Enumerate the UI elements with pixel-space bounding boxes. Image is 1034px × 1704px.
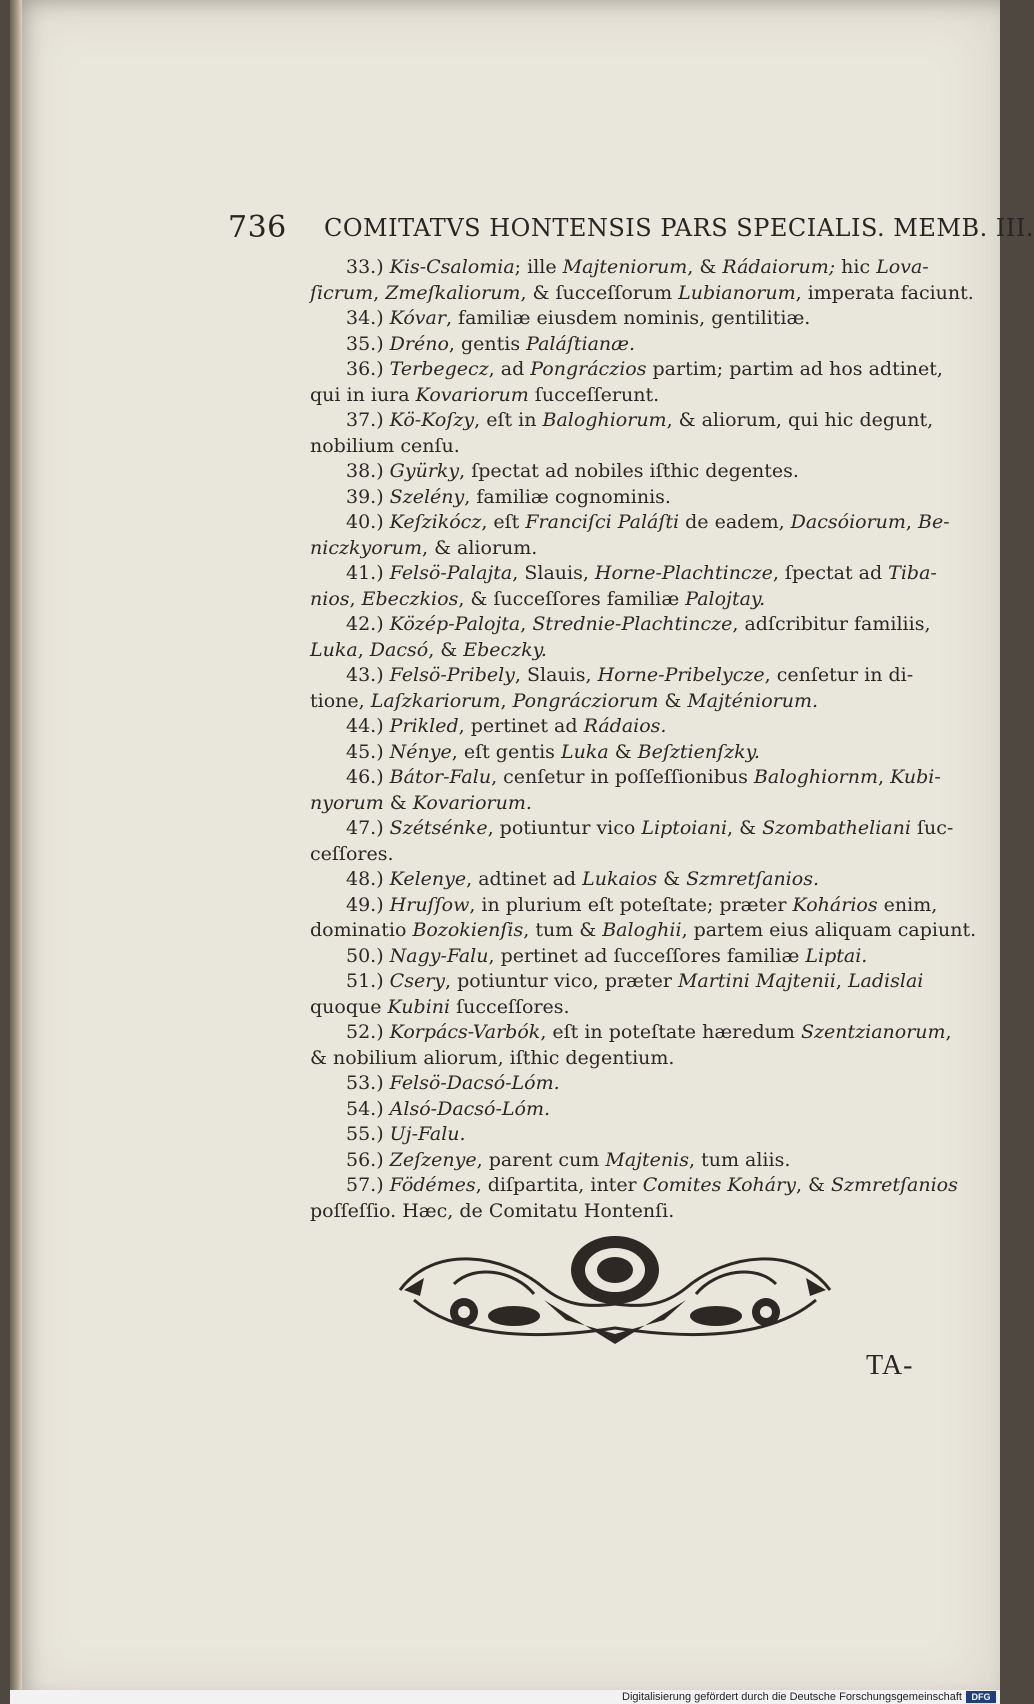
italic-text: Palojtay. xyxy=(685,587,766,610)
text-span: , & xyxy=(687,256,723,278)
text-span: , eſt in poteſtate hæredum xyxy=(540,1021,801,1043)
text-span: , pertinet ad xyxy=(458,715,584,737)
text-line xyxy=(310,689,920,715)
text-line xyxy=(310,434,920,460)
page-header xyxy=(228,210,1034,246)
page-binding-edge xyxy=(10,0,22,1704)
italic-text: Comites Koháry xyxy=(642,1174,796,1196)
text-span: dominatio xyxy=(310,919,413,941)
text-span: , ſpectat ad nobiles iſthic degentes. xyxy=(459,460,799,482)
text-span: , familiæ cognominis. xyxy=(464,485,671,508)
text-span: , gentis xyxy=(448,332,527,355)
italic-text: Kubini xyxy=(387,995,451,1018)
italic-text: Prikled xyxy=(389,715,459,737)
text-span: , Slauis, xyxy=(514,664,598,686)
text-span: 51.) xyxy=(346,970,390,992)
text-span: 43.) xyxy=(346,664,390,686)
italic-text: Felsö-Palajta xyxy=(389,562,513,584)
text-span: 46.) xyxy=(346,766,390,788)
text-line xyxy=(310,1097,920,1123)
text-span: 52.) xyxy=(346,1021,390,1043)
text-line xyxy=(310,1046,920,1072)
text-line xyxy=(310,893,938,919)
italic-text: Liptai. xyxy=(805,944,868,967)
text-span: 40.) xyxy=(346,511,390,533)
running-title: COMITATVS HONTENSIS PARS SPECIALIS. MEMB. III. xyxy=(324,214,1034,242)
text-line xyxy=(310,612,931,638)
text-span: 39.) xyxy=(346,485,390,508)
text-line xyxy=(310,561,937,587)
italic-text: Franciſci Paláſti xyxy=(525,511,680,533)
italic-text: Lubianorum xyxy=(678,281,796,304)
text-span: , diſpartita, inter xyxy=(475,1174,643,1196)
italic-text: Tiba- xyxy=(888,562,937,584)
text-span: , xyxy=(520,613,533,635)
text-span: , partem eius aliquam capiunt. xyxy=(681,919,977,941)
text-span: 35.) xyxy=(346,332,390,355)
text-span: , tum & xyxy=(523,919,603,941)
italic-text: Lukaios xyxy=(582,868,658,890)
italic-text: Zmeſkaliorum xyxy=(385,281,521,304)
text-span: , pertinet ad ſucceſſores familiæ xyxy=(488,944,806,967)
text-span: , adſcribitur familiis, xyxy=(732,613,931,635)
digitization-footer xyxy=(10,1690,1000,1704)
text-span: 34.) xyxy=(346,307,390,329)
text-span: 54.) xyxy=(346,1097,390,1120)
italic-text: Keſzikócz xyxy=(389,511,482,533)
italic-text: Horne-Plachtincze xyxy=(594,562,773,584)
catchword: TA- xyxy=(866,1350,914,1381)
italic-text: Födémes xyxy=(389,1174,476,1196)
italic-text: Szmretſanios xyxy=(830,1174,958,1196)
text-span: , tum aliis. xyxy=(689,1148,791,1171)
text-span: , ſpectat ad xyxy=(772,562,889,584)
italic-text: Korpács-Varbók xyxy=(389,1021,541,1043)
italic-text: Zeſzenye xyxy=(389,1148,477,1171)
italic-text: Laſzkariorum xyxy=(370,689,501,712)
text-span: , eſt in xyxy=(474,409,543,431)
text-span: , xyxy=(500,689,513,712)
italic-text: Csery xyxy=(389,970,446,992)
italic-text: Nénye xyxy=(389,740,452,763)
text-span: & xyxy=(608,740,638,763)
text-line xyxy=(310,918,977,944)
italic-text: Hruſſow xyxy=(389,893,470,916)
italic-text: Kö-Koſzy xyxy=(389,409,475,431)
text-line xyxy=(310,765,941,791)
italic-text: Rádaiorum; xyxy=(722,256,836,278)
text-span: & nobilium aliorum, iſthic degentium. xyxy=(310,1046,675,1069)
text-line xyxy=(310,306,920,332)
italic-text: Kovariorum. xyxy=(412,791,532,814)
italic-text: Dacsó xyxy=(369,638,429,661)
italic-text: Alsó-Dacsó-Lóm. xyxy=(389,1097,551,1120)
decorative-ornament-icon xyxy=(394,1224,836,1356)
text-line xyxy=(310,510,950,536)
text-span: , & ſucceſſores familiæ xyxy=(458,587,686,610)
text-span: , imperata faciunt. xyxy=(795,281,974,304)
text-span: 50.) xyxy=(346,944,390,967)
text-span: , xyxy=(905,511,919,533)
text-span: , ad xyxy=(488,358,531,380)
text-line xyxy=(310,1199,920,1225)
text-line xyxy=(310,1071,920,1097)
text-span: 47.) xyxy=(346,817,390,839)
text-span: 49.) xyxy=(346,893,390,916)
text-span: 53.) xyxy=(346,1072,390,1094)
text-span: hic xyxy=(835,256,877,278)
text-span: , xyxy=(357,638,370,661)
dfg-logo-icon: DFG xyxy=(966,1691,996,1703)
text-span: qui in iura xyxy=(310,383,416,406)
text-line xyxy=(310,816,954,842)
italic-text: Liptoiani xyxy=(641,817,728,839)
text-span: 38.) xyxy=(346,460,390,482)
text-line xyxy=(310,408,934,434)
italic-text: Strednie-Plachtincze xyxy=(532,613,733,635)
italic-text: nyorum xyxy=(310,791,384,814)
text-line xyxy=(310,638,920,664)
italic-text: Kovariorum xyxy=(415,383,529,406)
text-line xyxy=(310,536,920,562)
text-line xyxy=(310,867,920,893)
italic-text: Dréno xyxy=(389,332,449,355)
text-line xyxy=(310,740,920,766)
italic-text: Uj-Falu. xyxy=(389,1123,466,1145)
italic-text: Kohários xyxy=(792,893,878,916)
italic-text: Baloghiorum xyxy=(542,409,667,431)
italic-text: nios xyxy=(310,587,350,610)
text-span: , & xyxy=(428,638,464,661)
text-span: , & xyxy=(727,817,763,839)
text-span: ſucceſſerunt. xyxy=(528,383,660,406)
italic-text: Terbegecz xyxy=(389,358,489,380)
italic-text: Dacsóiorum xyxy=(790,511,906,533)
text-span: , familiæ eiusdem nominis, gentilitiæ. xyxy=(445,307,811,329)
text-span: 55.) xyxy=(346,1123,390,1145)
text-line xyxy=(310,969,924,995)
italic-text: Horne-Pribelycze xyxy=(597,664,765,686)
text-line xyxy=(310,587,920,613)
italic-text: Nagy-Falu xyxy=(389,944,489,967)
italic-text: ſicrum xyxy=(310,281,374,304)
text-span: & xyxy=(658,689,688,712)
italic-text: Kóvar xyxy=(389,307,446,329)
text-line xyxy=(310,255,929,281)
italic-text: Ebeczkios xyxy=(361,587,459,610)
text-line xyxy=(310,842,920,868)
body-text xyxy=(310,255,977,1224)
text-span: 48.) xyxy=(346,868,390,890)
italic-text: Paláſtianæ. xyxy=(526,332,636,355)
text-span: 37.) xyxy=(346,409,390,431)
italic-text: Martini Majtenii xyxy=(677,970,836,992)
italic-text: Baloghii xyxy=(602,919,682,941)
text-span: 44.) xyxy=(346,715,390,737)
italic-text: Bozokienſis xyxy=(412,919,524,941)
text-span: 33.) xyxy=(346,256,390,278)
text-span: 36.) xyxy=(346,358,390,380)
italic-text: Szentzianorum xyxy=(800,1021,946,1043)
text-span: ſuc- xyxy=(910,817,954,839)
text-line xyxy=(310,663,920,689)
text-line xyxy=(310,485,920,511)
text-line xyxy=(310,1122,920,1148)
italic-text: Majtenis xyxy=(605,1148,689,1171)
text-line xyxy=(310,281,974,307)
italic-text: Baloghiornm xyxy=(753,766,878,788)
italic-text: Felsö-Dacsó-Lóm. xyxy=(389,1072,560,1094)
text-span: partim; partim ad hos adtinet, xyxy=(646,358,943,380)
italic-text: Ladislai xyxy=(847,970,924,992)
text-line xyxy=(310,1173,958,1199)
text-span: nobilium cenſu. xyxy=(310,434,460,457)
italic-text: niczkyorum xyxy=(310,536,422,559)
italic-text: Pongráczios xyxy=(530,358,647,380)
italic-text: Közép-Palojta xyxy=(389,613,521,635)
italic-text: Lova- xyxy=(876,256,929,278)
italic-text: Szétsénke xyxy=(389,817,488,839)
text-span: , xyxy=(349,587,362,610)
page-number: 736 xyxy=(228,210,287,245)
italic-text: Kubi- xyxy=(890,766,941,788)
italic-text: Szelény xyxy=(389,485,465,508)
italic-text: Ebeczky. xyxy=(463,638,547,661)
text-span: ceſſores. xyxy=(310,842,394,865)
text-span: , eſt xyxy=(481,511,526,533)
text-span: , & ſucceſſorum xyxy=(520,281,679,304)
text-span: , xyxy=(877,766,891,788)
italic-text: Szmretſanios. xyxy=(686,868,819,890)
italic-text: Kis-Csalomia xyxy=(389,256,515,278)
text-span: , & xyxy=(795,1174,831,1196)
text-span: 42.) xyxy=(346,613,390,635)
italic-text: Kelenye xyxy=(389,868,467,890)
text-line xyxy=(310,1020,952,1046)
italic-text: Szombatheliani xyxy=(762,817,911,839)
italic-text: Rádaios. xyxy=(583,715,667,737)
text-span: , parent cum xyxy=(476,1148,606,1171)
text-line xyxy=(310,791,920,817)
text-span: ſucceſſores. xyxy=(450,995,570,1018)
text-line xyxy=(310,357,943,383)
text-line xyxy=(310,459,920,485)
text-span: 57.) xyxy=(346,1174,390,1196)
text-span: quoque xyxy=(310,995,388,1018)
italic-text: Beſztienſzky. xyxy=(637,740,760,763)
italic-text: Gyürky xyxy=(389,460,460,482)
text-span: , xyxy=(835,970,848,992)
text-span: , eſt gentis xyxy=(451,740,561,763)
text-line xyxy=(310,944,920,970)
text-span: , & aliorum, qui hic degunt, xyxy=(666,409,934,431)
text-span: , Slauis, xyxy=(512,562,595,584)
book-page xyxy=(10,0,1034,1704)
text-span: , in plurium eſt poteſtate; præter xyxy=(469,893,793,916)
text-span: tione, xyxy=(310,689,371,712)
text-line xyxy=(310,383,920,409)
text-line xyxy=(310,714,920,740)
text-span: & xyxy=(383,791,413,814)
text-span: , potiuntur vico xyxy=(487,817,642,839)
text-span: , xyxy=(945,1021,952,1043)
italic-text: Be- xyxy=(918,511,950,533)
text-span: 41.) xyxy=(346,562,390,584)
text-span: , xyxy=(373,281,386,304)
italic-text: Luka xyxy=(310,638,358,661)
italic-text: Luka xyxy=(560,740,609,763)
text-span: 45.) xyxy=(346,740,390,763)
italic-text: Pongrácziorum xyxy=(512,689,659,712)
text-span: , potiuntur vico, præter xyxy=(445,970,678,992)
text-span: poſſeſſio. Hæc, de Comitatu Hontenſi. xyxy=(310,1199,675,1222)
text-span: enim, xyxy=(877,893,938,916)
text-span: de eadem, xyxy=(679,511,791,533)
text-span: , cenſetur in poſſeſſionibus xyxy=(491,766,754,788)
text-span: , adtinet ad xyxy=(466,868,583,890)
italic-text: Majteniorum xyxy=(562,256,688,278)
text-line xyxy=(310,1148,920,1174)
text-span: 56.) xyxy=(346,1148,390,1171)
text-span: , & aliorum. xyxy=(422,536,538,559)
italic-text: Bátor-Falu xyxy=(389,766,492,788)
text-line xyxy=(310,332,920,358)
footer-credit: Digitalisierung gefördert durch die Deutsche Forschungsgemeinschaft xyxy=(622,1691,962,1703)
text-span: , cenſetur in di- xyxy=(764,664,914,686)
italic-text: Felsö-Pribely xyxy=(389,664,515,686)
text-span: ; ille xyxy=(514,256,563,278)
text-line xyxy=(310,995,920,1021)
text-span: & xyxy=(657,868,687,890)
italic-text: Majténiorum. xyxy=(687,689,819,712)
